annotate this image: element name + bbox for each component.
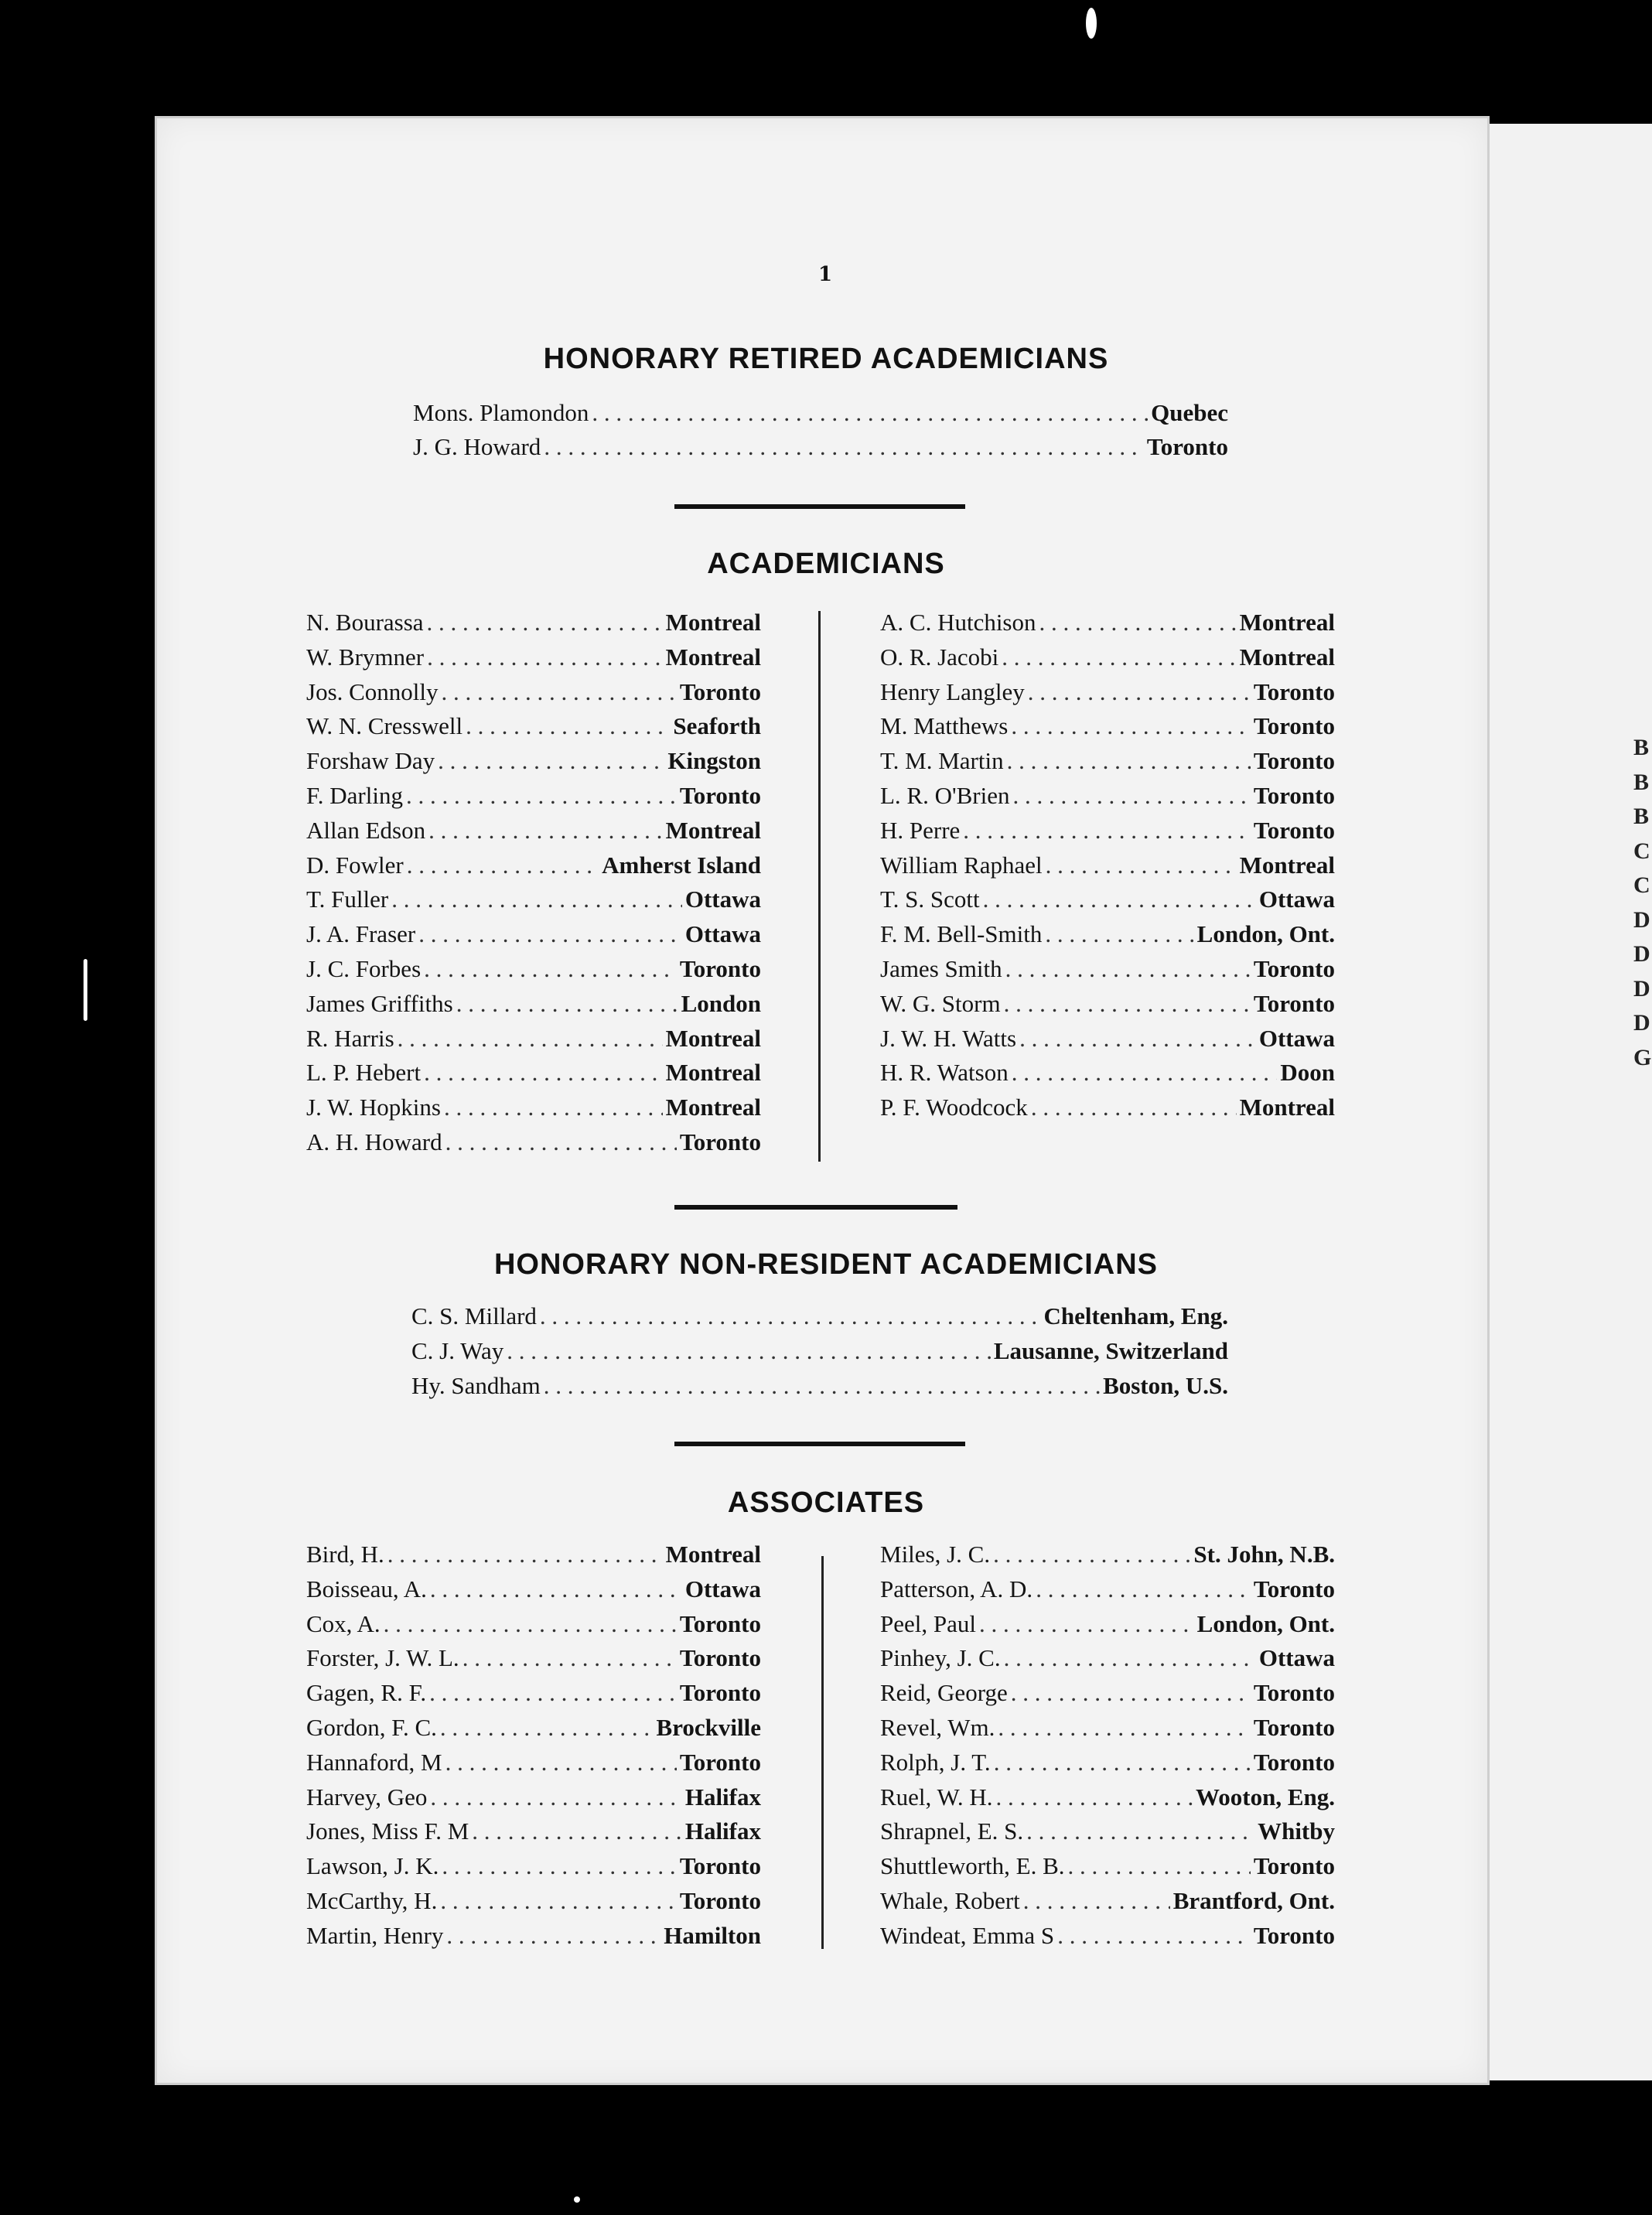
- member-location: Toronto: [1253, 955, 1335, 982]
- section-title-academicians: ACADEMICIANS: [707, 548, 945, 580]
- member-name: A. C. Hutchison: [880, 609, 1036, 636]
- leader-dots: [1028, 675, 1251, 709]
- leader-dots: [387, 1538, 663, 1572]
- list-item: [306, 1746, 761, 1780]
- section-divider: [674, 1205, 957, 1210]
- member-name: Hannaford, M: [306, 1748, 442, 1776]
- member-location: Lausanne, Switzerland: [993, 1337, 1228, 1364]
- list-item: [880, 1022, 1335, 1056]
- member-location: Wooton, Eng.: [1195, 1783, 1335, 1811]
- list-item: [880, 882, 1335, 916]
- list-item: [880, 1884, 1335, 1918]
- member-name: Bird, H.: [306, 1541, 384, 1568]
- list-item: [880, 848, 1335, 882]
- member-location: Toronto: [1253, 677, 1335, 705]
- member-name: P. F. Woodcock: [880, 1094, 1028, 1121]
- member-name: L. P. Hebert: [306, 1059, 422, 1087]
- leader-dots: [1012, 779, 1250, 813]
- member-name: Gagen, R. F.: [306, 1679, 427, 1707]
- leader-dots: [430, 1572, 682, 1606]
- leader-dots: [994, 1746, 1251, 1780]
- leader-dots: [1039, 606, 1237, 640]
- leader-dots: [1026, 1814, 1254, 1848]
- list-item: [880, 709, 1335, 743]
- member-name: Cox, A.: [306, 1609, 381, 1637]
- member-name: Pinhey, J. C.: [880, 1644, 1001, 1672]
- member-name: J. C. Forbes: [306, 955, 422, 982]
- list-item: [880, 1538, 1335, 1572]
- leader-dots: [998, 1711, 1251, 1745]
- list-item: [306, 1884, 761, 1918]
- member-location: London, Ont.: [1196, 1609, 1335, 1637]
- leader-dots: [424, 1056, 663, 1090]
- member-name: D. Fowler: [306, 851, 404, 879]
- member-location: Seaforth: [673, 712, 761, 740]
- leader-dots: [1036, 1572, 1251, 1606]
- member-name: Forster, J. W. L.: [306, 1644, 459, 1672]
- member-location: Halifax: [684, 1783, 761, 1811]
- member-location: Toronto: [679, 1887, 761, 1914]
- member-name: T. S. Scott: [880, 886, 980, 913]
- member-name: Allan Edson: [306, 816, 426, 844]
- member-location: Ottawa: [684, 886, 761, 913]
- leader-dots: [429, 1676, 677, 1710]
- member-location: Toronto: [679, 955, 761, 982]
- list-item: [306, 882, 761, 916]
- member-location: Ottawa: [1258, 1024, 1335, 1052]
- member-location: Montreal: [665, 1024, 761, 1052]
- list-item: [880, 744, 1335, 778]
- member-location: Toronto: [1253, 1714, 1335, 1741]
- member-name: Harvey, Geo: [306, 1783, 428, 1811]
- list-item: [880, 814, 1335, 848]
- member-name: Lawson, J. K.: [306, 1852, 439, 1880]
- leader-dots: [540, 1299, 1041, 1333]
- facing-page-letter: B: [1633, 769, 1650, 795]
- member-location: Montreal: [1239, 851, 1335, 879]
- list-item: [880, 779, 1335, 813]
- leader-dots: [472, 1814, 682, 1848]
- leader-dots: [444, 1090, 663, 1125]
- member-location: Toronto: [679, 1852, 761, 1880]
- member-location: Toronto: [1253, 782, 1335, 809]
- member-location: Whitby: [1258, 1817, 1335, 1845]
- member-name: Shuttleworth, E. B.: [880, 1852, 1065, 1880]
- member-location: London: [681, 989, 761, 1017]
- list-item: [306, 1607, 761, 1641]
- member-name: L. R. O'Brien: [880, 782, 1010, 809]
- leader-dots: [462, 1641, 677, 1675]
- list-item: [306, 779, 761, 813]
- list-item: [306, 1022, 761, 1056]
- leader-dots: [544, 430, 1144, 464]
- member-location: Montreal: [1239, 643, 1335, 671]
- member-location: Montreal: [665, 609, 761, 636]
- leader-dots: [507, 1334, 991, 1368]
- scan-speck: [1086, 8, 1097, 39]
- leader-dots: [424, 952, 677, 986]
- list-item: [880, 1780, 1335, 1814]
- member-location: Montreal: [1239, 609, 1335, 636]
- list-item: [306, 1676, 761, 1710]
- list-item: [306, 709, 761, 743]
- member-location: Toronto: [1146, 433, 1228, 460]
- member-name: C. J. Way: [411, 1337, 504, 1364]
- leader-dots: [979, 1607, 1194, 1641]
- member-name: Mons. Plamondon: [413, 399, 589, 426]
- column-divider: [818, 611, 821, 1162]
- list-item: [306, 606, 761, 640]
- member-location: Brockville: [656, 1714, 761, 1741]
- member-name: J. W. H. Watts: [880, 1024, 1017, 1052]
- member-name: Jones, Miss F. M: [306, 1817, 469, 1845]
- list-item: [306, 1711, 761, 1745]
- leader-dots: [398, 1022, 663, 1056]
- member-name: Henry Langley: [880, 677, 1025, 705]
- list-item: [880, 1849, 1335, 1883]
- leader-dots: [1004, 987, 1251, 1021]
- leader-dots: [1011, 1676, 1251, 1710]
- list-item: [306, 814, 761, 848]
- leader-dots: [442, 675, 677, 709]
- leader-dots: [963, 814, 1251, 848]
- member-name: Patterson, A. D.: [880, 1575, 1033, 1602]
- list-item: [880, 917, 1335, 951]
- member-name: Shrapnel, E. S.: [880, 1817, 1024, 1845]
- list-item: [880, 1676, 1335, 1710]
- member-name: W. G. Storm: [880, 989, 1001, 1017]
- list-item: [306, 1056, 761, 1090]
- list-item: [880, 1641, 1335, 1675]
- leader-dots: [1031, 1090, 1237, 1125]
- list-item: [880, 1711, 1335, 1745]
- member-location: Toronto: [679, 782, 761, 809]
- list-item: [306, 1780, 761, 1814]
- member-location: Toronto: [679, 1679, 761, 1707]
- member-location: Toronto: [1253, 747, 1335, 775]
- member-location: Toronto: [1253, 1575, 1335, 1602]
- leader-dots: [1057, 1919, 1251, 1953]
- list-item: [306, 640, 761, 674]
- member-name: Jos. Connolly: [306, 677, 439, 705]
- leader-dots: [384, 1607, 677, 1641]
- list-item: [306, 987, 761, 1021]
- leader-dots: [430, 1780, 681, 1814]
- list-item: [306, 1572, 761, 1606]
- member-location: Toronto: [1253, 1852, 1335, 1880]
- member-name: N. Bourassa: [306, 609, 424, 636]
- member-location: Ottawa: [1258, 1644, 1335, 1672]
- list-item: [306, 744, 761, 778]
- member-location: Toronto: [1253, 1748, 1335, 1776]
- member-name: J. A. Fraser: [306, 920, 416, 948]
- member-name: O. R. Jacobi: [880, 643, 999, 671]
- list-item: [880, 606, 1335, 640]
- leader-dots: [1012, 1056, 1278, 1090]
- member-name: James Smith: [880, 955, 1002, 982]
- list-item: [306, 917, 761, 951]
- column-divider: [821, 1556, 824, 1949]
- member-location: Kingston: [667, 747, 761, 775]
- facing-page-letter: G: [1633, 1044, 1652, 1070]
- leader-dots: [391, 882, 682, 916]
- facing-page-letter: B: [1633, 735, 1650, 760]
- leader-dots: [1002, 640, 1236, 674]
- member-name: T. Fuller: [306, 886, 389, 913]
- section-divider: [674, 504, 965, 509]
- list-item: [306, 1538, 761, 1572]
- leader-dots: [440, 1884, 677, 1918]
- member-name: M. Matthews: [880, 712, 1009, 740]
- list-item: [880, 640, 1335, 674]
- leader-dots: [1019, 1022, 1256, 1056]
- scan-speck: [574, 2196, 580, 2203]
- member-name: Revel, Wm.: [880, 1714, 995, 1741]
- leader-dots: [466, 709, 670, 743]
- list-item: [880, 952, 1335, 986]
- facing-page-letter: D: [1633, 941, 1650, 967]
- member-name: J. W. Hopkins: [306, 1094, 441, 1121]
- member-location: Montreal: [665, 1059, 761, 1087]
- member-name: Whale, Robert: [880, 1887, 1020, 1914]
- facing-page-letter: D: [1633, 906, 1650, 933]
- member-location: Montreal: [665, 643, 761, 671]
- leader-dots: [1068, 1849, 1251, 1883]
- leader-dots: [445, 1746, 677, 1780]
- list-item: [411, 1369, 1228, 1403]
- member-location: Ottawa: [1258, 886, 1335, 913]
- member-location: Toronto: [679, 1609, 761, 1637]
- list-item: [880, 987, 1335, 1021]
- member-location: Montreal: [665, 1541, 761, 1568]
- leader-dots: [428, 814, 662, 848]
- leader-dots: [1011, 709, 1251, 743]
- member-location: Toronto: [679, 677, 761, 705]
- member-location: Halifax: [684, 1817, 761, 1845]
- member-name: W. N. Cresswell: [306, 712, 463, 740]
- facing-page-letter: C: [1633, 872, 1650, 898]
- member-name: F. M. Bell-Smith: [880, 920, 1043, 948]
- member-name: William Raphael: [880, 851, 1043, 879]
- leader-dots: [1005, 952, 1251, 986]
- member-location: Ottawa: [684, 1575, 761, 1602]
- section-divider: [674, 1442, 965, 1446]
- leader-dots: [1046, 848, 1237, 882]
- list-item: [411, 1334, 1228, 1368]
- leader-dots: [456, 987, 678, 1021]
- leader-dots: [1007, 744, 1251, 778]
- member-location: Toronto: [1253, 1921, 1335, 1949]
- member-name: C. S. Millard: [411, 1302, 537, 1329]
- leader-dots: [1023, 1884, 1170, 1918]
- leader-dots: [1045, 917, 1193, 951]
- list-item: [306, 952, 761, 986]
- member-name: Windeat, Emma S: [880, 1921, 1055, 1949]
- list-item: [306, 848, 761, 882]
- list-item: [306, 1641, 761, 1675]
- member-name: F. Darling: [306, 782, 403, 809]
- scan-speck: [84, 959, 87, 1021]
- member-location: Toronto: [1253, 1679, 1335, 1707]
- list-item: [306, 1849, 761, 1883]
- member-name: Miles, J. C.: [880, 1541, 991, 1568]
- member-location: Toronto: [679, 1644, 761, 1672]
- list-item: [880, 1746, 1335, 1780]
- member-name: Martin, Henry: [306, 1921, 444, 1949]
- leader-dots: [983, 882, 1256, 916]
- section-title-associates: ASSOCIATES: [727, 1486, 925, 1519]
- member-location: Montreal: [665, 1094, 761, 1121]
- list-item: [306, 1090, 761, 1125]
- member-name: James Griffiths: [306, 989, 453, 1017]
- list-item: [306, 1814, 761, 1848]
- member-name: Ruel, W. H.: [880, 1783, 993, 1811]
- member-name: H. Perre: [880, 816, 961, 844]
- member-location: Brantford, Ont.: [1172, 1887, 1335, 1914]
- member-location: Montreal: [1239, 1094, 1335, 1121]
- member-location: Toronto: [679, 1128, 761, 1155]
- member-location: Toronto: [1253, 712, 1335, 740]
- member-location: Cheltenham, Eng.: [1043, 1302, 1228, 1329]
- member-location: Ottawa: [684, 920, 761, 948]
- leader-dots: [442, 1849, 677, 1883]
- list-item: [880, 1607, 1335, 1641]
- list-item: [880, 1056, 1335, 1090]
- member-name: A. H. Howard: [306, 1128, 442, 1155]
- member-name: Hy. Sandham: [411, 1372, 541, 1399]
- section-title-honorary-non-resident: HONORARY NON-RESIDENT ACADEMICIANS: [493, 1248, 1159, 1281]
- leader-dots: [993, 1538, 1190, 1572]
- leader-dots: [438, 744, 664, 778]
- list-item: [306, 675, 761, 709]
- leader-dots: [440, 1711, 654, 1745]
- list-item: [306, 1919, 761, 1953]
- leader-dots: [996, 1780, 1193, 1814]
- member-name: Peel, Paul: [880, 1609, 976, 1637]
- member-location: Toronto: [1253, 816, 1335, 844]
- facing-page-letter: C: [1633, 838, 1650, 864]
- member-location: Doon: [1280, 1059, 1335, 1087]
- page-number: 1: [818, 263, 833, 286]
- member-location: Montreal: [665, 816, 761, 844]
- list-item: [880, 675, 1335, 709]
- leader-dots: [406, 779, 677, 813]
- leader-dots: [592, 396, 1148, 430]
- member-name: Reid, George: [880, 1679, 1008, 1707]
- leader-dots: [407, 848, 599, 882]
- leader-dots: [1004, 1641, 1256, 1675]
- leader-dots: [427, 606, 663, 640]
- leader-dots: [427, 640, 662, 674]
- member-location: London, Ont.: [1196, 920, 1335, 948]
- list-item: [880, 1090, 1335, 1125]
- list-item: [880, 1814, 1335, 1848]
- list-item: [413, 396, 1228, 430]
- leader-dots: [445, 1125, 677, 1159]
- member-name: T. M. Martin: [880, 747, 1004, 775]
- list-item: [880, 1572, 1335, 1606]
- list-item: [413, 430, 1228, 464]
- member-name: H. R. Watson: [880, 1059, 1009, 1087]
- member-location: Toronto: [1253, 989, 1335, 1017]
- section-title-honorary-retired: HONORARY RETIRED ACADEMICIANS: [543, 343, 1109, 375]
- leader-dots: [446, 1919, 660, 1953]
- member-name: W. Brymner: [306, 643, 425, 671]
- member-location: Hamilton: [664, 1921, 761, 1949]
- facing-page-letter: D: [1633, 975, 1650, 1002]
- facing-page-letter: B: [1633, 804, 1650, 829]
- member-location: Amherst Island: [602, 851, 761, 879]
- member-name: McCarthy, H.: [306, 1887, 438, 1914]
- facing-page-letter: D: [1633, 1010, 1650, 1036]
- member-name: Gordon, F. C.: [306, 1714, 437, 1741]
- leader-dots: [544, 1369, 1100, 1403]
- list-item: [880, 1919, 1335, 1953]
- member-location: Quebec: [1151, 399, 1228, 426]
- member-name: J. G. Howard: [413, 433, 541, 460]
- member-name: R. Harris: [306, 1024, 394, 1052]
- facing-page: [1469, 124, 1652, 2080]
- member-location: Boston, U.S.: [1103, 1372, 1228, 1399]
- member-name: Rolph, J. T.: [880, 1748, 991, 1776]
- member-name: Boisseau, A.: [306, 1575, 427, 1602]
- leader-dots: [418, 917, 682, 951]
- member-name: Forshaw Day: [306, 747, 435, 775]
- member-location: St. John, N.B.: [1193, 1541, 1335, 1568]
- list-item: [411, 1299, 1228, 1333]
- member-location: Toronto: [679, 1748, 761, 1776]
- list-item: [306, 1125, 761, 1159]
